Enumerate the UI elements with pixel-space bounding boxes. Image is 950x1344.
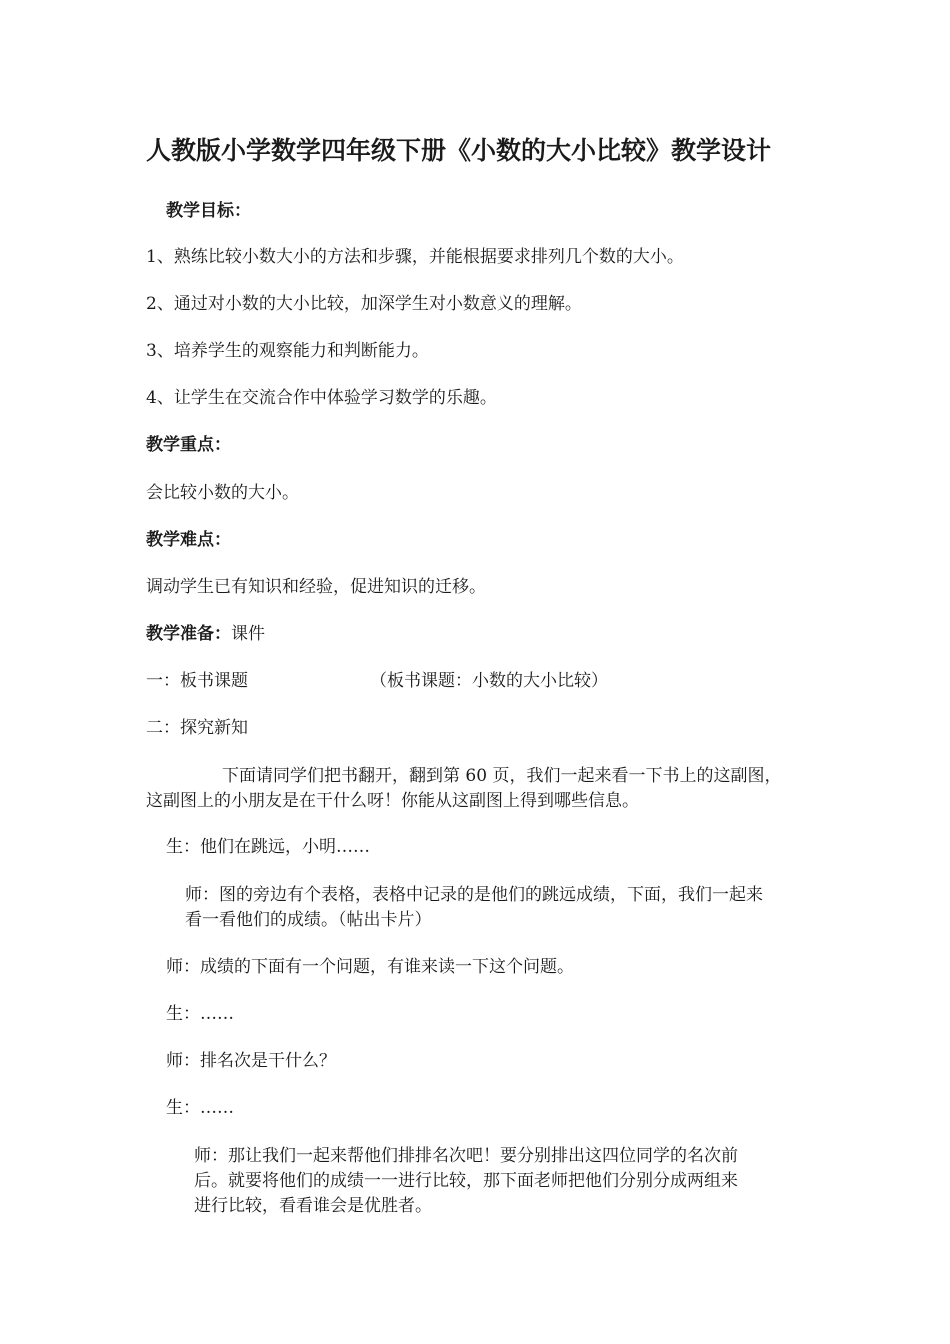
goal-item-2: 2、通过对小数的大小比较，加深学生对小数意义的理解。 (146, 294, 582, 314)
goals-heading: 教学目标： (166, 201, 251, 221)
prep-text: 课件 (231, 624, 265, 644)
dialogue-teacher-4c: 进行比较，看看谁会是优胜者。 (194, 1196, 432, 1216)
difficulty-heading: 教学难点： (146, 530, 231, 550)
intro-line-1: 下面请同学们把书翻开，翻到第 60 页，我们一起来看一下书上的这副图， (222, 766, 782, 786)
goal-item-4: 4、让学生在交流合作中体验学习数学的乐趣。 (146, 388, 497, 408)
dialogue-student-1: 生：他们在跳远，小明…… (166, 837, 370, 857)
goal-item-1: 1、熟练比较小数大小的方法和步骤，并能根据要求排列几个数的大小。 (146, 247, 684, 267)
dialogue-teacher-3: 师：排名次是干什么？ (166, 1051, 336, 1071)
dialogue-teacher-1a: 师：图的旁边有个表格，表格中记录的是他们的跳远成绩，下面，我们一起来 (185, 885, 763, 905)
key-heading: 教学重点： (146, 435, 231, 455)
dialogue-teacher-4b: 后。就要将他们的成绩一一进行比较，那下面老师把他们分别分成两组来 (194, 1171, 738, 1191)
dialogue-student-2: 生：…… (166, 1004, 234, 1024)
difficulty-text: 调动学生已有知识和经验，促进知识的迁移。 (146, 577, 486, 597)
document-title: 人教版小学数学四年级下册《小数的大小比较》教学设计 (146, 136, 772, 165)
goal-item-3: 3、培养学生的观察能力和判断能力。 (146, 341, 429, 361)
dialogue-student-3: 生：…… (166, 1098, 234, 1118)
prep-heading: 教学准备： (146, 624, 231, 644)
dialogue-teacher-2: 师：成绩的下面有一个问题，有谁来读一下这个问题。 (166, 957, 574, 977)
dialogue-teacher-1b: 看一看他们的成绩。（帖出卡片） (185, 910, 432, 930)
intro-line-2: 这副图上的小朋友是在干什么呀！你能从这副图上得到哪些信息。 (146, 791, 639, 811)
prep-line (146, 623, 265, 645)
step1-label: 一：板书课题 (146, 671, 248, 691)
key-text: 会比较小数的大小。 (146, 483, 299, 503)
step1-note: （板书课题：小数的大小比较） (370, 671, 608, 691)
dialogue-teacher-4a: 师：那让我们一起来帮他们排排名次吧！要分别排出这四位同学的名次前 (194, 1146, 738, 1166)
step2-label: 二：探究新知 (146, 718, 248, 738)
